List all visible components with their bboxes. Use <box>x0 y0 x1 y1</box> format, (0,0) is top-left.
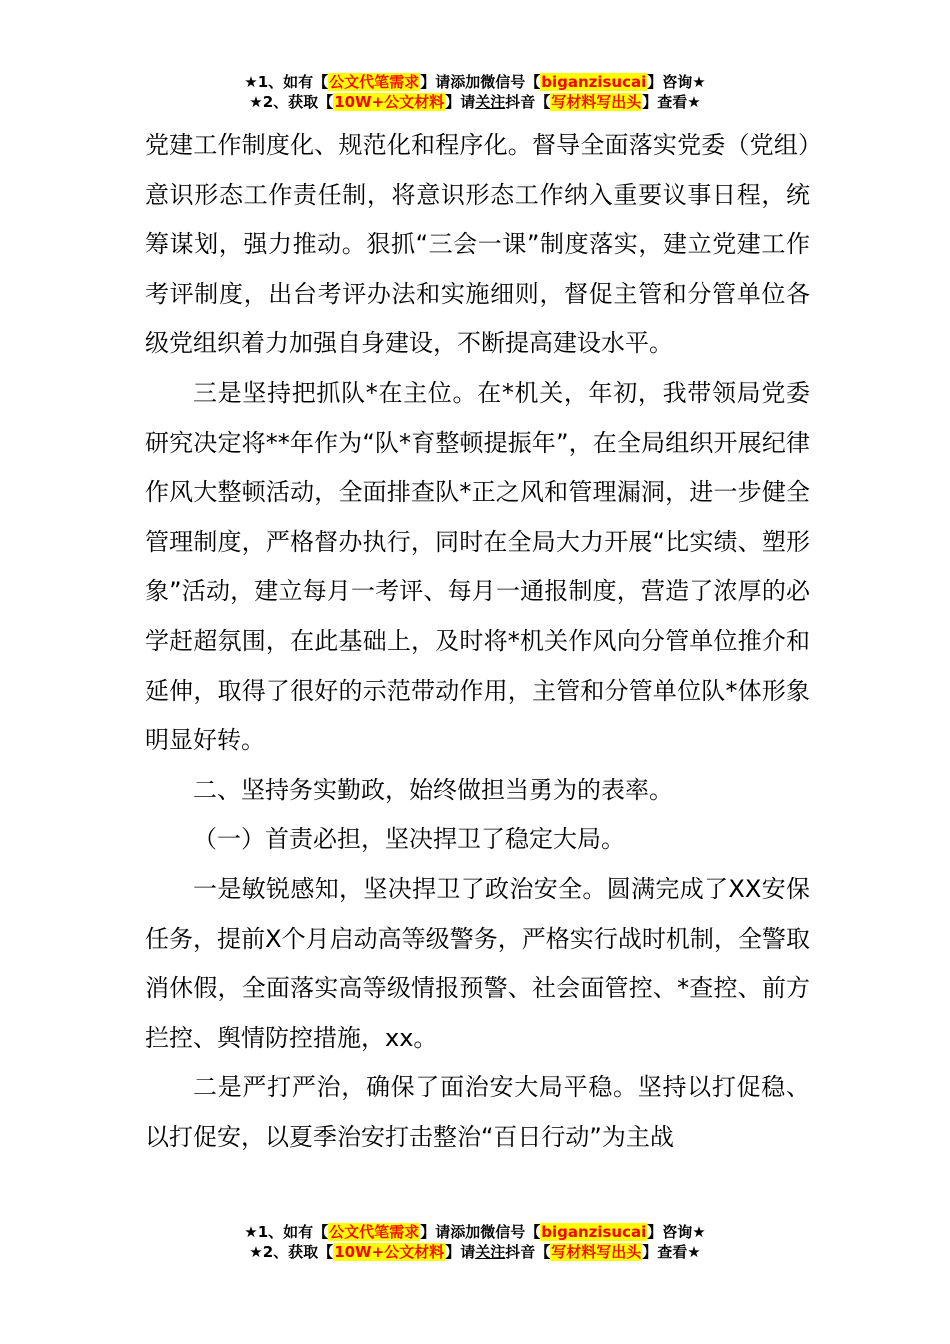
banner-text: ★1、如有【 <box>244 73 329 91</box>
banner-text: ★2、获取【 <box>249 93 334 111</box>
paragraph-continuation: 党建工作制度化、规范化和程序化。督导全面落实党委（党组）意识形态工作责任制，将意识形态工作纳入重要议事日程，统筹谋划，强力推动。狠抓“三会一课”制度落实，建立党建工作考评制度，出台考评办法和实施细则，督促主管和分管单位各级党组织着力加强自身建设，不断提高建设水平。 <box>145 131 810 358</box>
banner-text: 】请 <box>445 1243 476 1261</box>
banner-text: 】咨询★ <box>647 1223 706 1241</box>
banner-line-2 <box>0 1242 950 1262</box>
banner-line-2 <box>0 92 950 112</box>
banner-highlight-douyin: 写材料写出头 <box>551 93 642 111</box>
banner-line-1 <box>0 72 950 92</box>
banner-highlight: 公文代笔需求 <box>329 1223 420 1241</box>
paragraph-political-security: 一是敏锐感知，坚决捍卫了政治安全。圆满完成了XX安保任务，提前X个月启动高等级警务，严格实行战时机制，全警取消休假，全面落实高等级情报预警、社会面管控、*查控、前方拦控、舆情防控措施，xx。 <box>145 874 810 1052</box>
banner-underlined: 关注 <box>475 93 506 111</box>
banner-text: 】请 <box>445 93 476 111</box>
banner-line-1 <box>0 1222 950 1242</box>
banner-text: 抖音【 <box>505 93 551 111</box>
banner-text: 】咨询★ <box>647 73 706 91</box>
subsection-heading: （一）首责必担，坚决捍卫了稳定大局。 <box>193 825 625 854</box>
banner-highlight-douyin: 写材料写出头 <box>551 1243 642 1261</box>
paragraph-crackdown: 二是严打严治，确保了面治安大局平稳。坚持以打促稳、以打促安，以夏季治安打击整治“百日行动”为主战 <box>145 1073 810 1151</box>
banner-text: ★2、获取【 <box>249 1243 334 1261</box>
banner-highlight: 10W+公文材料 <box>334 93 445 111</box>
header-banner <box>0 72 950 112</box>
paragraph-team-building: 三是坚持把抓队*在主位。在*机关，年初，我带领局党委研究决定将**年作为“队*育整顿提振年”，在全局组织开展纪律作风大整顿活动，全面排查队*正之风和管理漏洞，进一步健全管理制度，严格督办执行，同时在全局大力开展“比实绩、塑形象”活动，建立每月一考评、每月一通报制度，营造了浓厚的必学赶超氛围，在此基础上，及时将*机关作风向分管单位推介和延伸，取得了很好的示范带动作用，主管和分管单位队*体形象明显好转。 <box>145 378 810 755</box>
section-heading: 二、坚持务实勤政，始终做担当勇为的表率。 <box>193 775 673 804</box>
banner-text: ★1、如有【 <box>244 1223 329 1241</box>
banner-highlight-wechat: biganzisucai <box>541 1223 647 1241</box>
banner-highlight: 公文代笔需求 <box>329 73 420 91</box>
banner-text: 】查看★ <box>642 1243 701 1261</box>
banner-underlined: 关注 <box>475 1243 506 1261</box>
banner-text: 】请添加微信号【 <box>420 73 541 91</box>
footer-banner <box>0 1222 950 1262</box>
banner-text: 抖音【 <box>505 1243 551 1261</box>
banner-text: 】查看★ <box>642 93 701 111</box>
banner-highlight: 10W+公文材料 <box>334 1243 445 1261</box>
banner-highlight-wechat: biganzisucai <box>541 73 647 91</box>
banner-text: 】请添加微信号【 <box>420 1223 541 1241</box>
document-body <box>145 121 810 1162</box>
